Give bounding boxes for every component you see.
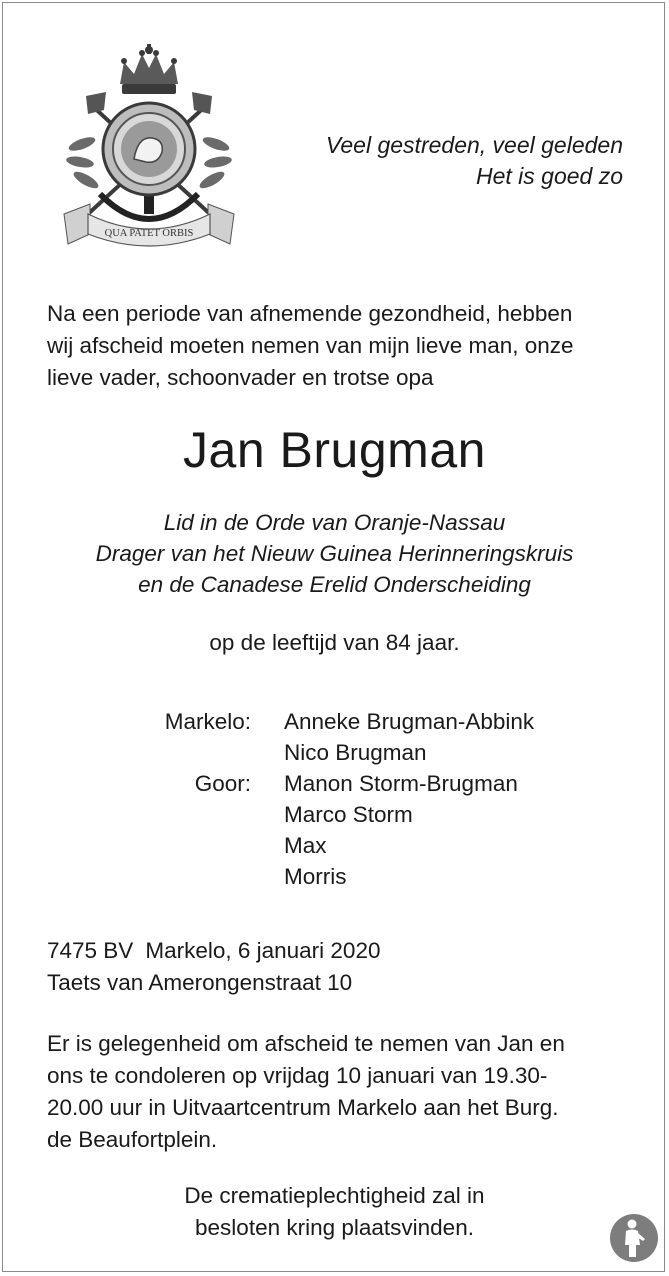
crest-ribbon-motto: QUA PATET ORBIS bbox=[104, 228, 194, 239]
visit-line: Er is gelegenheid om afscheid te nemen van Jan en bbox=[47, 1031, 565, 1056]
family-row bbox=[0, 706, 669, 737]
motto-line: Veel gestreden, veel geleden bbox=[325, 132, 623, 158]
visit-line: 20.00 uur in Uitvaartcentrum Markelo aan het Burg. bbox=[47, 1095, 559, 1120]
intro-line: Na een periode van afnemende gezondheid, hebben bbox=[47, 301, 573, 326]
visitation-info bbox=[47, 1028, 624, 1156]
honor-line: en de Canadese Erelid Onderscheiding bbox=[138, 572, 531, 597]
closing-line: De crematieplechtigheid zal in bbox=[184, 1183, 485, 1208]
family-row bbox=[0, 768, 669, 799]
family-member: Anneke Brugman-Abbink bbox=[284, 709, 535, 734]
visit-line: de Beaufortplein. bbox=[47, 1127, 218, 1152]
address-line bbox=[47, 935, 380, 967]
street-address: Taets van Amerongenstraat 10 bbox=[47, 970, 353, 995]
closing-text bbox=[0, 1180, 669, 1244]
family-row bbox=[0, 799, 669, 830]
family-member: Morris bbox=[284, 864, 347, 889]
family-member: Manon Storm-Brugman bbox=[284, 771, 518, 796]
family-place: Markelo: bbox=[164, 709, 251, 734]
postcode: 7475 BV bbox=[47, 938, 134, 963]
age-line: op de leeftijd van 84 jaar. bbox=[209, 630, 460, 655]
family-row bbox=[0, 861, 669, 892]
deceased-name: Jan Brugman bbox=[183, 422, 486, 478]
closing-line: besloten kring plaatsvinden. bbox=[195, 1215, 474, 1240]
place-date: Markelo, 6 januari 2020 bbox=[145, 938, 381, 963]
family-place: Goor: bbox=[194, 771, 251, 796]
memorial-figure-icon bbox=[609, 1213, 659, 1263]
intro-text bbox=[47, 298, 627, 394]
family-row bbox=[0, 737, 669, 768]
family-row bbox=[0, 830, 669, 861]
intro-line: wij afscheid moeten nemen van mijn lieve man, onze bbox=[47, 333, 574, 358]
honor-line: Lid in de Orde van Oranje-Nassau bbox=[163, 510, 506, 535]
motto bbox=[326, 130, 623, 192]
motto-line: Het is goed zo bbox=[475, 163, 623, 189]
family-member: Marco Storm bbox=[284, 802, 413, 827]
intro-line: lieve vader, schoonvader en trotse opa bbox=[47, 365, 434, 390]
family-member: Nico Brugman bbox=[284, 740, 427, 765]
family-list bbox=[0, 706, 669, 892]
honor-line: Drager van het Nieuw Guinea Herinneringskruis bbox=[95, 541, 574, 566]
royal-crest-icon bbox=[60, 44, 238, 250]
address-block bbox=[47, 935, 380, 999]
visit-line: ons te condoleren op vrijdag 10 januari van 19.30- bbox=[47, 1063, 548, 1088]
honors bbox=[0, 507, 669, 600]
family-member: Max bbox=[284, 833, 327, 858]
